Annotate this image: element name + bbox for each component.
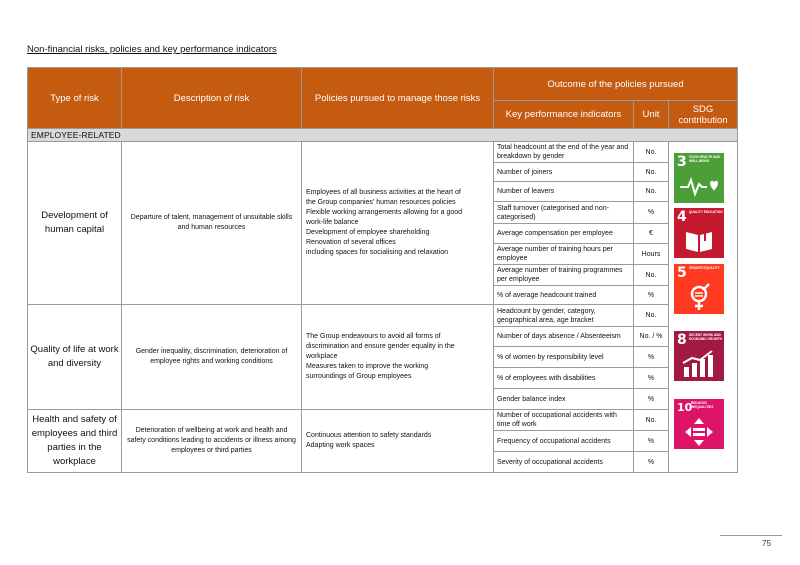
sdg-column — [669, 142, 738, 473]
kpi-unit: % — [634, 202, 669, 224]
kpi-unit: Hours — [634, 244, 669, 265]
kpi-name: Number of leavers — [494, 182, 634, 202]
kpi-name: Headcount by gender, category, geographical area, age bracket — [494, 305, 634, 327]
kpi-name: % of women by responsibility level — [494, 347, 634, 368]
kpi-name: Number of occupational accidents with time off work — [494, 410, 634, 431]
kpi-name: Average number of training programmes per employee — [494, 265, 634, 286]
sdg-tile-8: 8 DECENT WORK AND ECONOMIC GROWTH — [674, 331, 724, 381]
risk-description: Deterioration of wellbeing at work and health and safety conditions leading to accidents or illness among employees or third parties — [122, 410, 302, 473]
kpi-unit: No. — [634, 142, 669, 163]
header-kpi: Key performance indicators — [494, 101, 634, 129]
kpi-unit: % — [634, 431, 669, 452]
kpi-name: % of employees with disabilities — [494, 368, 634, 389]
risk-type: Health and safety of employees and third parties in the workplace — [28, 410, 122, 473]
table-row — [28, 410, 738, 431]
risk-policies: The Group endeavours to avoid all forms of discrimination and ensure gender equality in the workplace Measures taken to improve the working surroundings of Group employees — [302, 305, 494, 410]
sdg-tile-4: 4 QUALITY EDUCATION — [674, 208, 724, 258]
header-sdg: SDG contribution — [669, 101, 738, 129]
kpi-name: Gender balance index — [494, 389, 634, 410]
risk-type: Quality of life at work and diversity — [28, 305, 122, 410]
kpi-name: Frequency of occupational accidents — [494, 431, 634, 452]
risk-policies: Continuous attention to safety standards Adapting work spaces — [302, 410, 494, 473]
kpi-name: Average compensation per employee — [494, 224, 634, 244]
kpi-name: Number of joiners — [494, 163, 634, 182]
risk-description: Gender inequality, discrimination, deterioration of employee rights and working conditions — [122, 305, 302, 410]
risk-description: Departure of talent, management of unsuitable skills and human resources — [122, 142, 302, 305]
header-type-of-risk: Type of risk — [28, 68, 122, 129]
growth-chart-icon — [674, 349, 724, 379]
kpi-name: Severity of occupational accidents — [494, 452, 634, 473]
risk-table — [27, 67, 738, 473]
header-unit: Unit — [634, 101, 669, 129]
kpi-unit: % — [634, 389, 669, 410]
category-row: EMPLOYEE-RELATED — [28, 129, 738, 142]
heartbeat-icon — [674, 171, 724, 201]
sdg-tile-3: 3 GOOD HEALTH AND WELL-BEING — [674, 153, 724, 203]
kpi-unit: % — [634, 347, 669, 368]
risk-type: Development of human capital — [28, 142, 122, 305]
kpi-name: Number of days absence / Absenteeism — [494, 327, 634, 347]
equality-icon — [674, 417, 724, 447]
page-title: Non-financial risks, policies and key performance indicators — [27, 44, 277, 55]
table-row — [28, 305, 738, 327]
page-number: 75 — [762, 539, 771, 548]
kpi-name: Total headcount at the end of the year and breakdown by gender — [494, 142, 634, 163]
kpi-unit: No. — [634, 410, 669, 431]
header-policies: Policies pursued to manage those risks — [302, 68, 494, 129]
kpi-unit: No. / % — [634, 327, 669, 347]
risk-policies: Employees of all business activities at the heart of the Group companies' human resources policies Flexible working arrangements allowing for a good work-life balance Development of employee shareholding Renovation of several offices including spaces for socialising and relaxation — [302, 142, 494, 305]
kpi-unit: % — [634, 368, 669, 389]
sdg-tile-5: 5 GENDER EQUALITY — [674, 264, 724, 314]
kpi-unit: No. — [634, 265, 669, 286]
kpi-name: % of average headcount trained — [494, 286, 634, 305]
kpi-name: Staff turnover (categorised and non-categorised) — [494, 202, 634, 224]
kpi-unit: € — [634, 224, 669, 244]
kpi-unit: % — [634, 286, 669, 305]
gender-icon — [674, 282, 724, 312]
kpi-name: Average number of training hours per employee — [494, 244, 634, 265]
footer-rule — [720, 535, 782, 536]
kpi-unit: No. — [634, 163, 669, 182]
kpi-unit: No. — [634, 305, 669, 327]
kpi-unit: No. — [634, 182, 669, 202]
table-row — [28, 142, 738, 163]
header-description-of-risk: Description of risk — [122, 68, 302, 129]
sdg-tile-10: 10 REDUCED INEQUALITIES — [674, 399, 724, 449]
header-outcome: Outcome of the policies pursued — [494, 68, 738, 101]
book-icon — [674, 226, 724, 256]
kpi-unit: % — [634, 452, 669, 473]
